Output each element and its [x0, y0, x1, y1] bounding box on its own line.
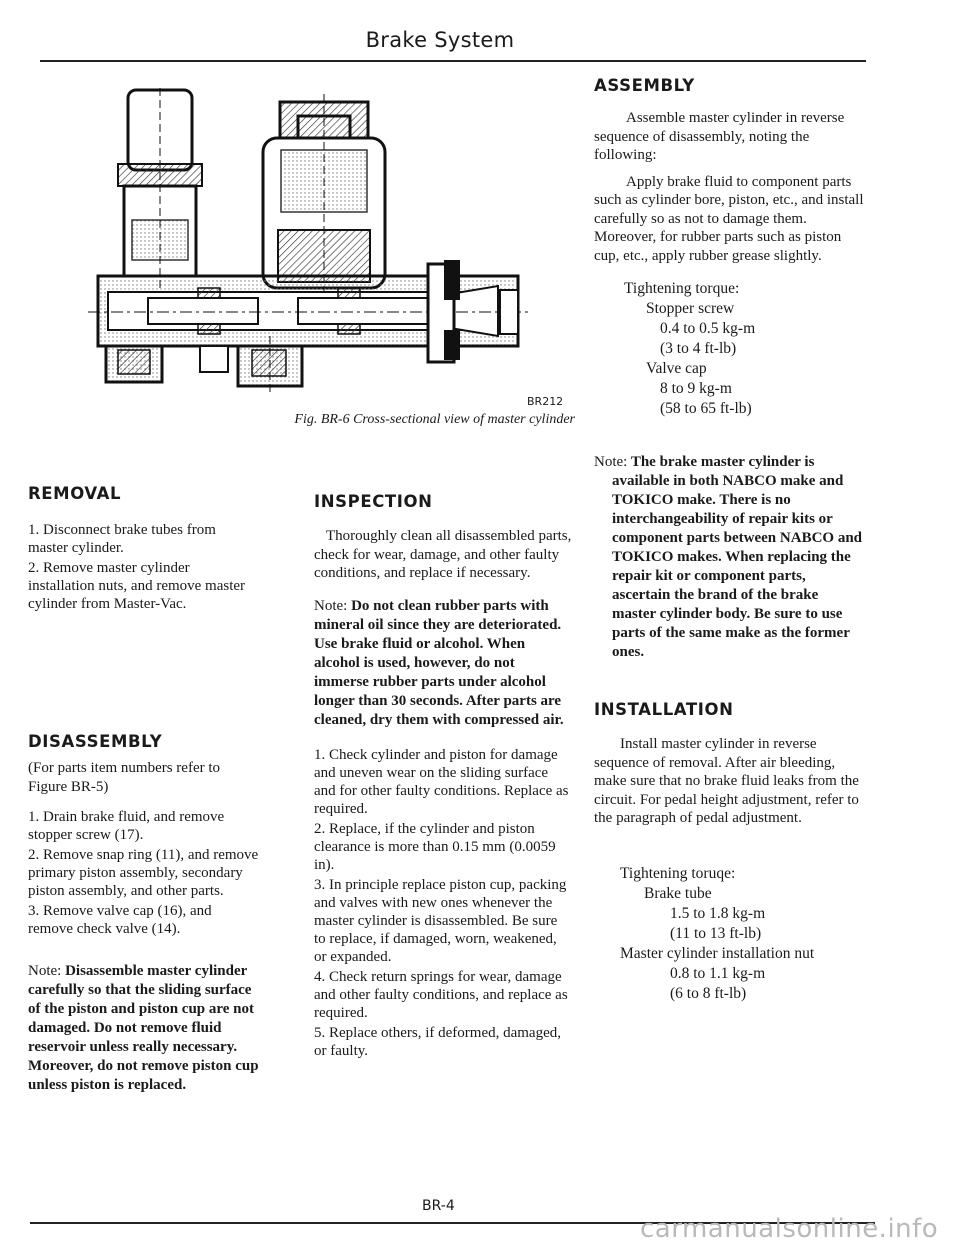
assembly-paragraph: Apply brake fluid to component parts such as cylinder bore, piston, etc., and install carefully so as not to damage them. Moreover, for rubber parts such as piston cup, etc., apply rubber grease slightly. — [594, 173, 864, 264]
removal-section — [28, 484, 258, 615]
removal-heading: REMOVAL — [28, 484, 122, 503]
inspection-step: 3. In principle replace piston cup, packing and valves with new ones whenever the master cylinder is disassembled. Be sure to replace, if damaged, worn, weakened, or expanded. — [314, 876, 567, 965]
inspection-section — [314, 492, 572, 1062]
inspection-heading: INSPECTION — [314, 492, 433, 511]
disassembly-step: 3. Remove valve cap (16), and remove check valve (14). — [28, 903, 212, 937]
disassembly-intro: (For parts item numbers refer to Figure BR-5) — [28, 760, 221, 795]
header-rule — [40, 60, 866, 62]
torque-value: (6 to 8 ft-lb) — [670, 984, 747, 1002]
figure-caption: Fig. BR-6 Cross-sectional view of master cylinder — [294, 412, 575, 427]
installation-torque-spec — [594, 864, 864, 1004]
inspection-step: 2. Replace, if the cylinder and piston clearance is more than 0.15 mm (0.0059 in). — [314, 820, 556, 873]
torque-item: Brake tube — [644, 884, 712, 902]
torque-heading: Tightening toruqe: — [620, 864, 736, 882]
assembly-torque-spec — [594, 279, 864, 419]
torque-value: (11 to 13 ft-lb) — [670, 924, 762, 942]
inspection-note — [314, 597, 572, 730]
note-label: Note: — [314, 597, 348, 614]
torque-value: 8 to 9 kg-m — [660, 380, 732, 397]
removal-step: 2. Remove master cylinder installation nuts, and remove master cylinder from Master-Vac. — [28, 560, 246, 612]
note-text: Disassemble master cylinder carefully so that the sliding surface of the piston and piston cup are not damaged. Do not remove fluid reservoir unless really necessary. Moreover, do not remove piston cup unless piston is replaced. — [28, 963, 259, 1093]
installation-section — [594, 700, 864, 1004]
torque-item: Valve cap — [646, 360, 707, 377]
torque-value: 0.4 to 0.5 kg-m — [660, 320, 756, 337]
inspection-step: 5. Replace others, if deformed, damaged, or faulty. — [314, 1024, 561, 1059]
disassembly-note — [28, 962, 260, 1095]
note-label: Note: — [28, 963, 62, 979]
assembly-paragraph: Assemble master cylinder in reverse sequence of disassembly, noting the following: — [594, 110, 845, 163]
installation-paragraph: Install master cylinder in reverse sequence of removal. After air bleeding, make sure that no brake fluid leaks from the circuit. For pedal height adjustment, refer to the paragraph of pedal adjustment. — [594, 736, 859, 826]
disassembly-step: 2. Remove snap ring (11), and remove primary piston assembly, secondary piston assembly, and other parts. — [28, 847, 259, 899]
torque-item: Master cylinder installation nut — [620, 944, 815, 962]
disassembly-section — [28, 732, 260, 1095]
torque-item: Stopper screw — [646, 300, 735, 317]
figure-code: BR212 — [527, 395, 564, 408]
inspection-intro: Thoroughly clean all disassembled parts, check for wear, damage, and other faulty conditions, and replace if necessary. — [314, 528, 572, 581]
master-cylinder-figure — [88, 80, 578, 392]
inspection-step: 4. Check return springs for wear, damage and other faulty conditions, and replace as required. — [314, 968, 568, 1021]
watermark-text: carmanualsonline.info — [640, 1214, 939, 1244]
torque-value: 1.5 to 1.8 kg-m — [670, 904, 766, 922]
removal-step: 1. Disconnect brake tubes from master cylinder. — [28, 522, 216, 556]
page-number: BR-4 — [422, 1198, 455, 1214]
torque-heading: Tightening torque: — [624, 280, 740, 297]
torque-value: (58 to 65 ft-lb) — [660, 400, 752, 417]
assembly-note — [594, 453, 864, 662]
note-text: The brake master cylinder is available in both NABCO make and TOKICO make. There is no interchangeability of repair kits or component parts between NABCO and TOKICO makes. When replacing the repair kit or component parts, ascertain the brand of the brake master cylinder body. Be sure to use parts of the same make as the former ones. — [612, 454, 863, 660]
installation-heading: INSTALLATION — [594, 700, 734, 719]
assembly-section — [594, 76, 864, 662]
torque-value: (3 to 4 ft-lb) — [660, 340, 737, 357]
page-title: Brake System — [365, 28, 515, 52]
torque-value: 0.8 to 1.1 kg-m — [670, 964, 766, 982]
master-cylinder-drawing — [88, 80, 578, 392]
assembly-heading: ASSEMBLY — [594, 76, 695, 95]
disassembly-heading: DISASSEMBLY — [28, 732, 163, 751]
note-label: Note: — [594, 454, 628, 470]
note-text: Do not clean rubber parts with mineral oil since they are deteriorated. Use brake fluid or alcohol. When alcohol is used, however, do not immerse rubber parts under alcohol longer than 30 seconds. After parts are cleaned, dry them with compressed air. — [314, 597, 564, 728]
disassembly-step: 1. Drain brake fluid, and remove stopper screw (17). — [28, 809, 225, 843]
inspection-step: 1. Check cylinder and piston for damage and uneven wear on the sliding surface and for other faulty conditions. Replace as required. — [314, 746, 569, 817]
